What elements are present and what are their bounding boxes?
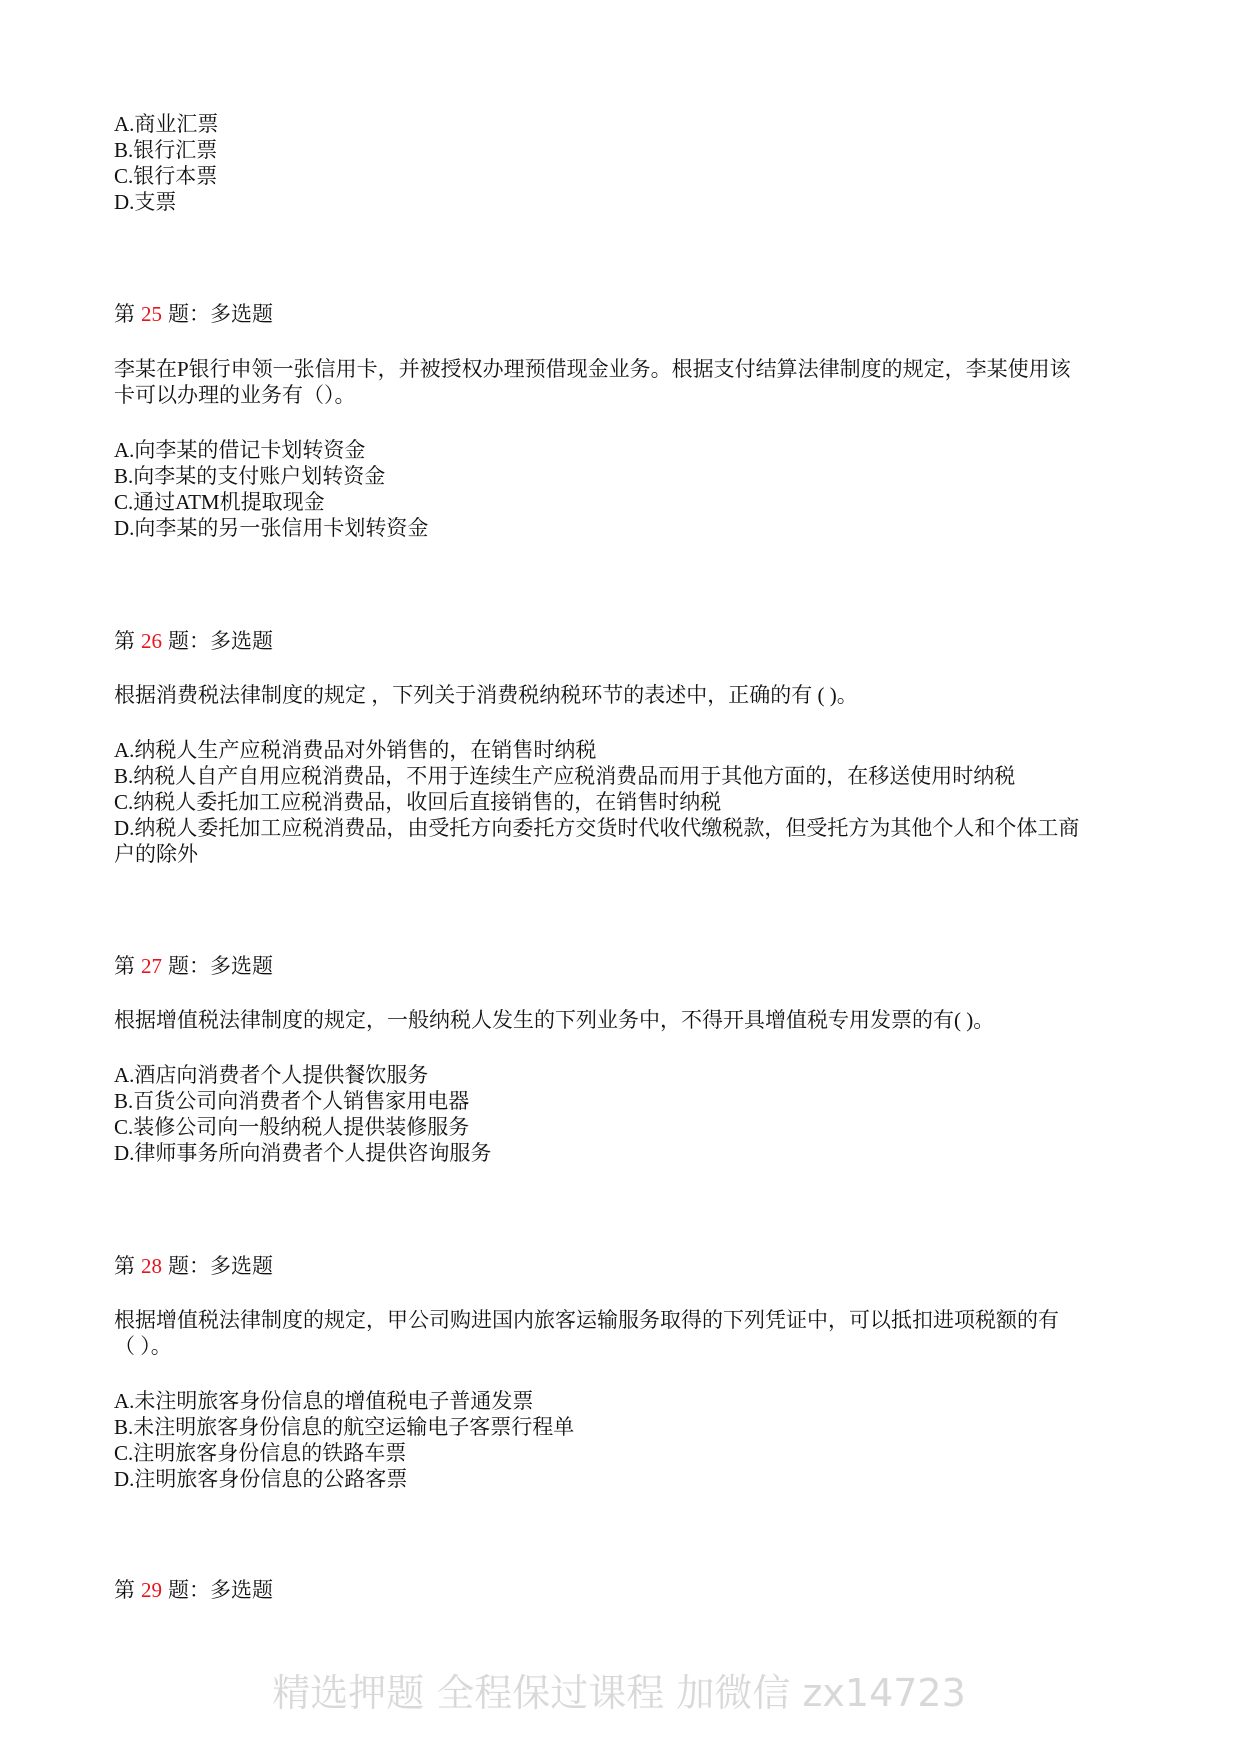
stem-line: 根据增值税法律制度的规定，甲公司购进国内旅客运输服务取得的下列凭证中，可以抵扣进项税额的有 [114, 1308, 1059, 1332]
question-heading [114, 628, 273, 654]
option: B.未注明旅客身份信息的航空运输电子客票行程单 [114, 1415, 575, 1439]
question-heading [114, 953, 273, 979]
stem-line: 卡可以办理的业务有（）。 [114, 383, 356, 407]
question-stem [114, 1307, 1059, 1359]
option: D.纳税人委托加工应税消费品，由受托方向委托方交货时代收代缴税款，但受托方为其他个人和个体工商 [114, 816, 1080, 840]
option: C.纳税人委托加工应税消费品，收回后直接销售的，在销售时纳税 [114, 790, 722, 814]
option: A.纳税人生产应税消费品对外销售的，在销售时纳税 [114, 738, 597, 762]
option: C.装修公司向一般纳税人提供装修服务 [114, 1115, 470, 1139]
heading-type: 题：多选题 [168, 302, 273, 326]
heading-prefix: 第 [114, 302, 135, 326]
option: A.酒店向消费者个人提供餐饮服务 [114, 1063, 429, 1087]
stem-line: （ ）。 [114, 1334, 172, 1358]
heading-prefix: 第 [114, 1578, 135, 1602]
option: A.向李某的借记卡划转资金 [114, 438, 366, 462]
stem-line: 李某在P银行申领一张信用卡，并被授权办理预借现金业务。根据支付结算法律制度的规定，李某使用该 [114, 357, 1071, 381]
heading-type: 题：多选题 [168, 1254, 273, 1278]
question-options [114, 737, 1079, 867]
heading-prefix: 第 [114, 1254, 135, 1278]
stem-line: 根据增值税法律制度的规定，一般纳税人发生的下列业务中，不得开具增值税专用发票的有( )。 [114, 1008, 995, 1032]
watermark: 精选押题 全程保过课程 加微信 zx14723 [272, 1671, 966, 1715]
question-number: 28 [141, 1254, 162, 1278]
option: B.向李某的支付账户划转资金 [114, 464, 386, 488]
question-options [114, 1388, 574, 1492]
question-stem [114, 1007, 994, 1033]
heading-type: 题：多选题 [168, 629, 273, 653]
question-number: 27 [141, 954, 162, 978]
stem-line: 根据消费税法律制度的规定 ，下列关于消费税纳税环节的表述中，正确的有 ( )。 [114, 683, 858, 707]
option: C.通过ATM机提取现金 [114, 490, 325, 514]
option: D.向李某的另一张信用卡划转资金 [114, 516, 429, 540]
option: B.银行汇票 [114, 138, 218, 162]
option: D.支票 [114, 190, 177, 214]
question-heading [114, 1253, 273, 1279]
question-heading [114, 1577, 273, 1603]
question-number: 25 [141, 302, 162, 326]
previous-question-options [114, 111, 218, 215]
option: C.银行本票 [114, 164, 218, 188]
question-heading [114, 301, 273, 327]
option: D.律师事务所向消费者个人提供咨询服务 [114, 1141, 492, 1165]
heading-prefix: 第 [114, 954, 135, 978]
question-stem [114, 682, 858, 708]
question-number: 26 [141, 629, 162, 653]
question-stem [114, 356, 1071, 408]
heading-type: 题：多选题 [168, 1578, 273, 1602]
option: B.纳税人自产自用应税消费品，不用于连续生产应税消费品而用于其他方面的，在移送使用时纳税 [114, 764, 1016, 788]
option: A.商业汇票 [114, 112, 219, 136]
question-options [114, 437, 428, 541]
option: C.注明旅客身份信息的铁路车票 [114, 1441, 407, 1465]
option: A.未注明旅客身份信息的增值税电子普通发票 [114, 1389, 534, 1413]
question-number: 29 [141, 1578, 162, 1602]
heading-type: 题：多选题 [168, 954, 273, 978]
question-options [114, 1062, 491, 1166]
option: D.注明旅客身份信息的公路客票 [114, 1467, 408, 1491]
option: 户的除外 [114, 842, 198, 866]
option: B.百货公司向消费者个人销售家用电器 [114, 1089, 470, 1113]
heading-prefix: 第 [114, 629, 135, 653]
